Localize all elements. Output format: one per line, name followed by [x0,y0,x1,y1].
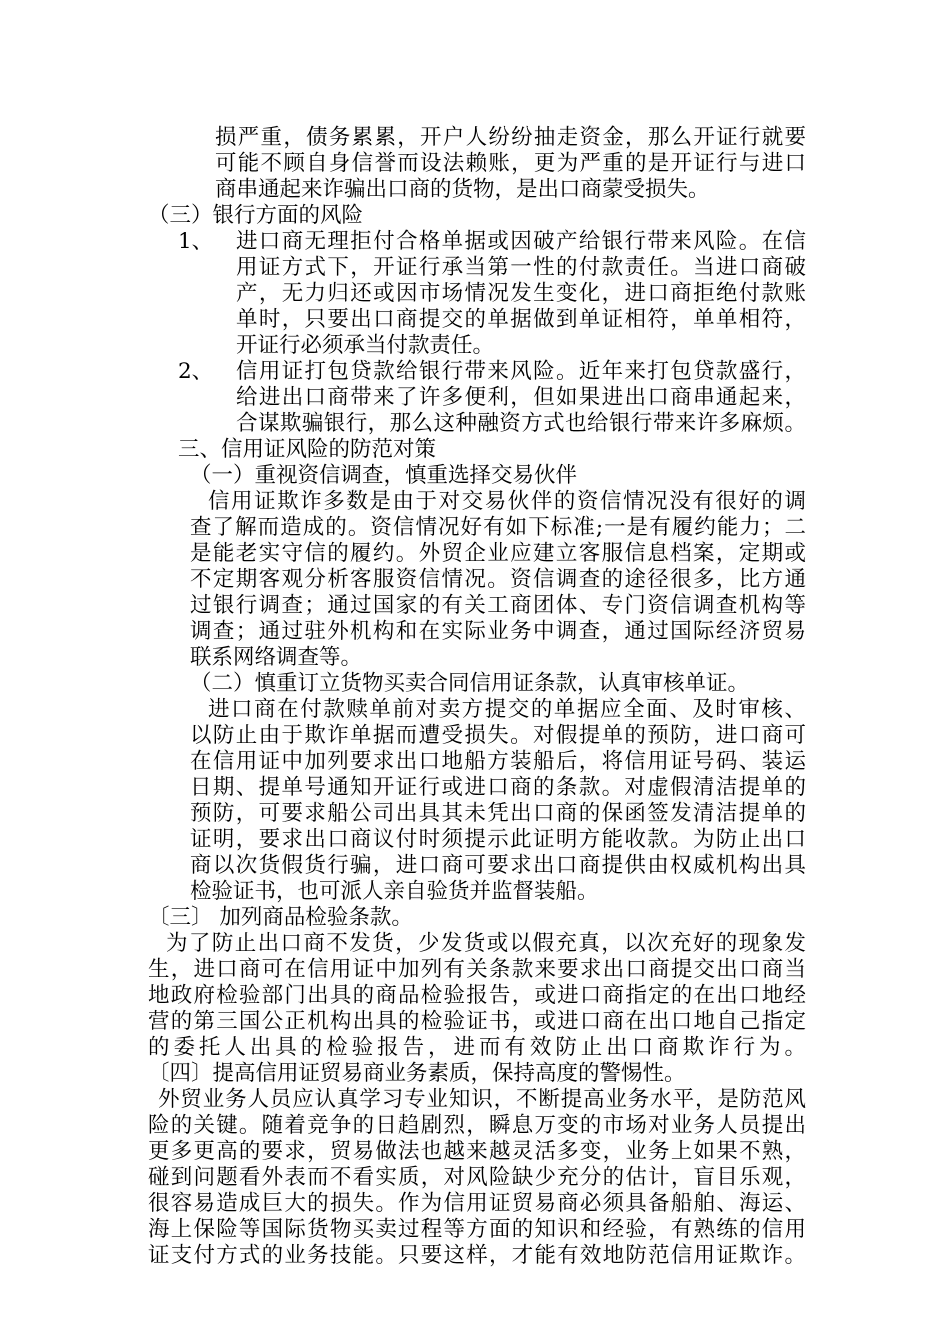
text-line: 联系网络调查等。 [190,645,363,670]
subsection-heading-4: 〔四〕提高信用证贸易商业务素质，保持高度的警惕性。 [148,1061,686,1086]
text-line: 进口商无理拒付合格单据或因破产给银行带来风险。在信 [236,229,806,254]
text-line: 不定期客观分析客服资信情况。资信调查的途径很多，比方通 [190,567,806,592]
text-line: 合谋欺骗银行，那么这种融资方式也给银行带来许多麻烦。 [236,411,806,436]
text-line: 生，进口商可在信用证中加列有关条款来要求出口商提交出口商当 [148,957,806,982]
text-line: 险的关键。随着竞争的日趋剧烈，瞬息万变的市场对业务人员提出 [148,1113,806,1138]
text-line: 用证方式下，开证行承当第一性的付款责任。当进口商破 [236,255,806,280]
text-line: 外贸业务人员应认真学习专业知识，不断提高业务水平，是防范风 [158,1087,806,1112]
text-line: 很容易造成巨大的损失。作为信用证贸易商必须具备船舶、海运、 [148,1191,806,1216]
text-line: 查了解而造成的。资信情况好有如下标准;一是有履约能力；二 [190,515,806,540]
text-line: 为了防止出口商不发货，少发货或以假充真，以次充好的现象发 [166,931,806,956]
text-line: 可能不顾自身信誉而设法赖账，更为严重的是开证行与进口 [215,151,806,176]
subsection-heading-1: （一）重视资信调查，慎重选择交易伙伴 [190,463,578,488]
text-line: 的委托人出具的检验报告，进而有效防止出口商欺诈行为。 [148,1035,806,1060]
text-line: 单时，只要出口商提交的单据做到单证相符，单单相符， [236,307,806,332]
text-line: 给进出口商带来了许多便利，但如果进出口商串通起来， [236,385,806,410]
section-heading-countermeasures: 三、信用证风险的防范对策 [178,437,437,462]
section-heading-bank-risk: （三）银行方面的风险 [148,203,364,228]
subsection-heading-2: （二）慎重订立货物买卖合同信用证条款，认真审核单证。 [190,671,750,696]
item-number-2: 2、 [178,359,214,384]
text-line: 更多更高的要求，贸易做法也越来越灵活多变，业务上如果不熟， [148,1139,806,1164]
text-line: 碰到问题看外表而不看实质，对风险缺少充分的估计，盲目乐观， [148,1165,806,1190]
text-line: 过银行调查；通过国家的有关工商团体、专门资信调查机构等 [190,593,806,618]
text-line: 信用证欺诈多数是由于对交易伙伴的资信情况没有很好的调 [208,489,806,514]
text-line: 地政府检验部门出具的商品检验报告，或进口商指定的在出口地经 [148,983,806,1008]
text-line: 以防止由于欺诈单据而遭受损失。对假提单的预防，进口商可 [190,723,806,748]
text-line: 证明，要求出口商议付时须提示此证明方能收款。为防止出口 [190,827,806,852]
text-line: 营的第三国公正机构出具的检验证书，或进口商在出口地自己指定 [148,1009,806,1034]
item-number-1: 1、 [178,229,214,254]
subsection-heading-3: 〔三〕 加列商品检验条款。 [148,905,413,930]
text-line: 是能老实守信的履约。外贸企业应建立客服信息档案，定期或 [190,541,806,566]
text-line: 日期、提单号通知开证行或进口商的条款。对虚假清洁提单的 [190,775,806,800]
text-line: 检验证书，也可派人亲自验货并监督装船。 [190,879,599,904]
text-line: 在信用证中加列要求出口地船方装船后，将信用证号码、装运 [190,749,806,774]
text-line: 进口商在付款赎单前对卖方提交的单据应全面、及时审核、 [208,697,806,722]
text-line: 信用证打包贷款给银行带来风险。近年来打包贷款盛行， [236,359,806,384]
text-line: 证支付方式的业务技能。只要这样，才能有效地防范信用证欺诈。 [148,1243,806,1268]
text-line: 调查；通过驻外机构和在实际业务中调查，通过国际经济贸易 [190,619,806,644]
text-line: 海上保险等国际货物买卖过程等方面的知识和经验，有熟练的信用 [148,1217,806,1242]
text-line: 商串通起来诈骗出口商的货物，是出口商蒙受损失。 [215,177,710,202]
text-line: 预防，可要求船公司出具其未凭出口商的保函签发清洁提单的 [190,801,806,826]
text-line: 商以次货假货行骗，进口商可要求出口商提供由权威机构出具 [190,853,806,878]
text-line: 产，无力归还或因市场情况发生变化，进口商拒绝付款账 [236,281,806,306]
text-line: 开证行必须承当付款责任。 [236,333,495,358]
text-line: 损严重，债务累累，开户人纷纷抽走资金，那么开证行就要 [215,125,806,150]
